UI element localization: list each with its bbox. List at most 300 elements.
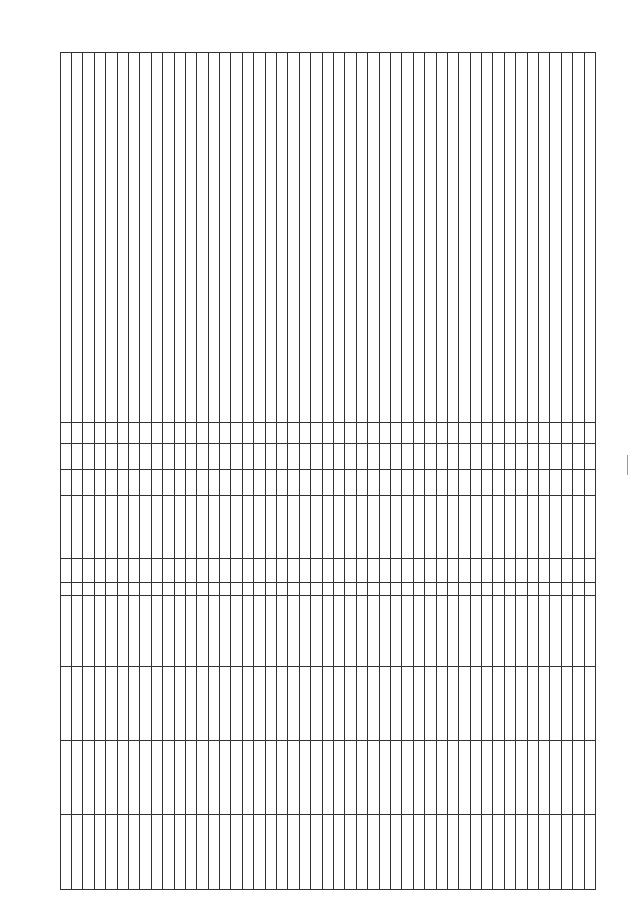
row-expense-type-cell xyxy=(379,558,390,582)
row-value-4-cell xyxy=(379,815,390,890)
row-name-cell xyxy=(299,53,310,423)
table-row xyxy=(185,53,196,890)
table-row xyxy=(413,53,424,890)
row-mark-cell xyxy=(106,582,117,595)
row-subsection-cell xyxy=(288,469,299,495)
row-target-article-cell xyxy=(459,496,470,559)
row-code-cell xyxy=(356,422,367,443)
row-value-4-cell xyxy=(356,815,367,890)
row-value-1-cell xyxy=(447,595,458,666)
row-subsection-cell xyxy=(299,469,310,495)
row-value-3-cell xyxy=(311,740,322,815)
row-expense-type-cell xyxy=(242,558,253,582)
table-row xyxy=(345,53,356,890)
row-value-1-cell xyxy=(345,595,356,666)
row-subsection-cell xyxy=(334,469,345,495)
row-value-1-cell xyxy=(311,595,322,666)
row-value-2-cell xyxy=(220,667,231,740)
row-expense-type-cell xyxy=(231,558,242,582)
row-subsection-cell xyxy=(516,469,527,495)
row-value-4-cell xyxy=(527,815,538,890)
row-value-3-cell xyxy=(174,740,185,815)
row-mark-cell xyxy=(550,582,561,595)
table-row xyxy=(242,53,253,890)
row-name-cell xyxy=(140,53,151,423)
row-code-cell xyxy=(368,422,379,443)
row-subsection-cell xyxy=(413,469,424,495)
row-value-3-cell xyxy=(527,740,538,815)
table-row xyxy=(390,53,401,890)
row-target-article-cell xyxy=(163,496,174,559)
row-value-1-cell xyxy=(493,595,504,666)
row-value-1-cell xyxy=(174,595,185,666)
row-target-article-cell xyxy=(60,496,71,559)
row-value-3-cell xyxy=(413,740,424,815)
row-section-cell xyxy=(242,443,253,469)
row-value-2-cell xyxy=(561,667,572,740)
row-subsection-cell xyxy=(197,469,208,495)
row-section-cell xyxy=(288,443,299,469)
row-target-article-cell xyxy=(356,496,367,559)
table-row xyxy=(402,53,413,890)
row-expense-type-cell xyxy=(299,558,310,582)
row-value-2-cell xyxy=(151,667,162,740)
row-value-4-cell xyxy=(163,815,174,890)
row-value-2-cell xyxy=(322,667,333,740)
row-value-2-cell xyxy=(94,667,105,740)
row-target-article-cell xyxy=(413,496,424,559)
table-row xyxy=(561,53,572,890)
row-mark-cell xyxy=(334,582,345,595)
row-subsection-cell xyxy=(231,469,242,495)
row-name-cell xyxy=(482,53,493,423)
table-row xyxy=(516,53,527,890)
row-subsection-cell xyxy=(504,469,515,495)
rotated-table-wrapper xyxy=(60,52,596,890)
row-expense-type-cell xyxy=(106,558,117,582)
row-value-3-cell xyxy=(117,740,128,815)
row-value-1-cell xyxy=(83,595,94,666)
row-subsection-cell xyxy=(390,469,401,495)
row-target-article-cell xyxy=(106,496,117,559)
row-value-4-cell xyxy=(550,815,561,890)
row-value-2-cell xyxy=(83,667,94,740)
table-row xyxy=(368,53,379,890)
row-name-cell xyxy=(345,53,356,423)
row-section-cell xyxy=(379,443,390,469)
row-section-cell xyxy=(185,443,196,469)
row-value-4-cell xyxy=(413,815,424,890)
row-mark-cell xyxy=(265,582,276,595)
row-subsection-cell xyxy=(140,469,151,495)
row-code-cell xyxy=(482,422,493,443)
row-section-cell xyxy=(390,443,401,469)
row-section-cell xyxy=(482,443,493,469)
row-expense-type-cell xyxy=(94,558,105,582)
row-value-2-cell xyxy=(447,667,458,740)
row-subsection-cell xyxy=(277,469,288,495)
row-value-1-cell xyxy=(459,595,470,666)
row-value-2-cell xyxy=(345,667,356,740)
row-code-cell xyxy=(345,422,356,443)
row-subsection-cell xyxy=(128,469,139,495)
row-section-cell xyxy=(311,443,322,469)
row-target-article-cell xyxy=(208,496,219,559)
row-target-article-cell xyxy=(390,496,401,559)
row-value-3-cell xyxy=(390,740,401,815)
row-value-3-cell xyxy=(277,740,288,815)
row-name-cell xyxy=(459,53,470,423)
row-name-cell xyxy=(220,53,231,423)
row-value-1-cell xyxy=(94,595,105,666)
row-section-cell xyxy=(299,443,310,469)
row-expense-type-cell xyxy=(402,558,413,582)
row-section-cell xyxy=(151,443,162,469)
row-section-cell xyxy=(322,443,333,469)
row-target-article-cell xyxy=(277,496,288,559)
row-section-cell xyxy=(128,443,139,469)
row-expense-type-cell xyxy=(322,558,333,582)
row-target-article-cell xyxy=(242,496,253,559)
row-name-cell xyxy=(231,53,242,423)
row-name-cell xyxy=(561,53,572,423)
row-section-cell xyxy=(117,443,128,469)
row-mark-cell xyxy=(493,582,504,595)
row-subsection-cell xyxy=(527,469,538,495)
row-section-cell xyxy=(584,443,595,469)
row-code-cell xyxy=(561,422,572,443)
row-code-cell xyxy=(60,422,71,443)
row-expense-type-cell xyxy=(573,558,584,582)
row-target-article-cell xyxy=(299,496,310,559)
table-row xyxy=(573,53,584,890)
row-subsection-cell xyxy=(425,469,436,495)
row-value-4-cell xyxy=(288,815,299,890)
row-mark-cell xyxy=(220,582,231,595)
row-mark-cell xyxy=(117,582,128,595)
row-expense-type-cell xyxy=(436,558,447,582)
row-expense-type-cell xyxy=(413,558,424,582)
row-code-cell xyxy=(334,422,345,443)
row-value-4-cell xyxy=(311,815,322,890)
table-row xyxy=(231,53,242,890)
row-subsection-cell xyxy=(573,469,584,495)
row-section-cell xyxy=(459,443,470,469)
row-value-2-cell xyxy=(436,667,447,740)
row-mark-cell xyxy=(174,582,185,595)
table-row xyxy=(254,53,265,890)
row-value-4-cell xyxy=(265,815,276,890)
row-value-4-cell xyxy=(516,815,527,890)
row-mark-cell xyxy=(83,582,94,595)
row-subsection-cell xyxy=(322,469,333,495)
row-target-article-cell xyxy=(288,496,299,559)
row-code-cell xyxy=(584,422,595,443)
row-name-cell xyxy=(117,53,128,423)
row-value-3-cell xyxy=(573,740,584,815)
table-row xyxy=(504,53,515,890)
row-code-cell xyxy=(277,422,288,443)
row-value-4-cell xyxy=(322,815,333,890)
row-value-2-cell xyxy=(504,667,515,740)
row-value-2-cell xyxy=(197,667,208,740)
row-expense-type-cell xyxy=(356,558,367,582)
table-row xyxy=(482,53,493,890)
row-value-4-cell xyxy=(334,815,345,890)
row-value-1-cell xyxy=(573,595,584,666)
row-target-article-cell xyxy=(265,496,276,559)
row-value-3-cell xyxy=(197,740,208,815)
row-mark-cell xyxy=(322,582,333,595)
row-subsection-cell xyxy=(539,469,550,495)
row-target-article-cell xyxy=(504,496,515,559)
row-value-2-cell xyxy=(402,667,413,740)
row-subsection-cell xyxy=(83,469,94,495)
row-code-cell xyxy=(550,422,561,443)
row-subsection-cell xyxy=(345,469,356,495)
row-value-3-cell xyxy=(436,740,447,815)
row-mark-cell xyxy=(459,582,470,595)
row-value-1-cell xyxy=(163,595,174,666)
row-name-cell xyxy=(208,53,219,423)
row-value-1-cell xyxy=(288,595,299,666)
row-subsection-cell xyxy=(163,469,174,495)
row-value-2-cell xyxy=(60,667,71,740)
row-name-cell xyxy=(573,53,584,423)
row-section-cell xyxy=(345,443,356,469)
row-section-cell xyxy=(516,443,527,469)
row-expense-type-cell xyxy=(539,558,550,582)
row-value-3-cell xyxy=(493,740,504,815)
row-name-cell xyxy=(277,53,288,423)
row-section-cell xyxy=(277,443,288,469)
row-section-cell xyxy=(140,443,151,469)
table-row xyxy=(197,53,208,890)
row-name-cell xyxy=(128,53,139,423)
row-name-cell xyxy=(311,53,322,423)
row-section-cell xyxy=(368,443,379,469)
row-name-cell xyxy=(470,53,481,423)
row-section-cell xyxy=(561,443,572,469)
row-value-4-cell xyxy=(573,815,584,890)
row-value-3-cell xyxy=(163,740,174,815)
row-value-2-cell xyxy=(539,667,550,740)
row-mark-cell xyxy=(60,582,71,595)
row-name-cell xyxy=(539,53,550,423)
row-mark-cell xyxy=(345,582,356,595)
row-value-4-cell xyxy=(185,815,196,890)
row-mark-cell xyxy=(94,582,105,595)
row-value-1-cell xyxy=(254,595,265,666)
row-mark-cell xyxy=(539,582,550,595)
row-mark-cell xyxy=(163,582,174,595)
row-value-2-cell xyxy=(72,667,83,740)
row-section-cell xyxy=(550,443,561,469)
row-section-cell xyxy=(197,443,208,469)
row-code-cell xyxy=(220,422,231,443)
table-row xyxy=(299,53,310,890)
row-mark-cell xyxy=(254,582,265,595)
row-expense-type-cell xyxy=(220,558,231,582)
row-name-cell xyxy=(94,53,105,423)
row-value-3-cell xyxy=(60,740,71,815)
row-mark-cell xyxy=(390,582,401,595)
row-value-2-cell xyxy=(334,667,345,740)
row-section-cell xyxy=(60,443,71,469)
row-section-cell xyxy=(174,443,185,469)
row-target-article-cell xyxy=(425,496,436,559)
row-value-4-cell xyxy=(504,815,515,890)
row-value-2-cell xyxy=(254,667,265,740)
row-subsection-cell xyxy=(493,469,504,495)
row-code-cell xyxy=(128,422,139,443)
row-mark-cell xyxy=(197,582,208,595)
row-section-cell xyxy=(413,443,424,469)
row-expense-type-cell xyxy=(60,558,71,582)
row-code-cell xyxy=(516,422,527,443)
row-expense-type-cell xyxy=(185,558,196,582)
row-name-cell xyxy=(527,53,538,423)
table-row xyxy=(470,53,481,890)
table-row xyxy=(459,53,470,890)
row-name-cell xyxy=(254,53,265,423)
row-value-4-cell xyxy=(277,815,288,890)
row-target-article-cell xyxy=(368,496,379,559)
row-value-2-cell xyxy=(425,667,436,740)
row-expense-type-cell xyxy=(311,558,322,582)
table-row xyxy=(106,53,117,890)
row-subsection-cell xyxy=(436,469,447,495)
row-name-cell xyxy=(72,53,83,423)
row-name-cell xyxy=(504,53,515,423)
row-value-4-cell xyxy=(447,815,458,890)
row-name-cell xyxy=(356,53,367,423)
row-value-2-cell xyxy=(185,667,196,740)
row-value-2-cell xyxy=(208,667,219,740)
row-value-4-cell xyxy=(436,815,447,890)
row-value-2-cell xyxy=(390,667,401,740)
row-expense-type-cell xyxy=(163,558,174,582)
row-name-cell xyxy=(379,53,390,423)
row-value-4-cell xyxy=(197,815,208,890)
row-section-cell xyxy=(356,443,367,469)
row-value-1-cell xyxy=(185,595,196,666)
row-code-cell xyxy=(151,422,162,443)
row-target-article-cell xyxy=(516,496,527,559)
row-value-3-cell xyxy=(83,740,94,815)
row-subsection-cell xyxy=(379,469,390,495)
row-section-cell xyxy=(265,443,276,469)
row-value-4-cell xyxy=(493,815,504,890)
row-value-3-cell xyxy=(368,740,379,815)
row-target-article-cell xyxy=(311,496,322,559)
row-subsection-cell xyxy=(208,469,219,495)
table-row xyxy=(140,53,151,890)
row-name-cell xyxy=(242,53,253,423)
row-subsection-cell xyxy=(368,469,379,495)
row-section-cell xyxy=(220,443,231,469)
row-value-3-cell xyxy=(356,740,367,815)
table-row xyxy=(539,53,550,890)
row-value-4-cell xyxy=(254,815,265,890)
table-row xyxy=(379,53,390,890)
row-code-cell xyxy=(299,422,310,443)
row-mark-cell xyxy=(356,582,367,595)
row-value-2-cell xyxy=(527,667,538,740)
row-mark-cell xyxy=(379,582,390,595)
row-code-cell xyxy=(94,422,105,443)
row-expense-type-cell xyxy=(208,558,219,582)
row-value-4-cell xyxy=(390,815,401,890)
row-mark-cell xyxy=(504,582,515,595)
row-value-2-cell xyxy=(288,667,299,740)
row-subsection-cell xyxy=(151,469,162,495)
row-mark-cell xyxy=(447,582,458,595)
row-expense-type-cell xyxy=(334,558,345,582)
row-value-2-cell xyxy=(163,667,174,740)
row-expense-type-cell xyxy=(128,558,139,582)
row-target-article-cell xyxy=(151,496,162,559)
row-expense-type-cell xyxy=(584,558,595,582)
row-expense-type-cell xyxy=(516,558,527,582)
row-section-cell xyxy=(163,443,174,469)
row-subsection-cell xyxy=(470,469,481,495)
row-value-3-cell xyxy=(345,740,356,815)
row-value-4-cell xyxy=(539,815,550,890)
row-subsection-cell xyxy=(242,469,253,495)
row-expense-type-cell xyxy=(83,558,94,582)
row-mark-cell xyxy=(242,582,253,595)
row-value-1-cell xyxy=(516,595,527,666)
row-value-4-cell xyxy=(83,815,94,890)
budget-table xyxy=(60,52,596,890)
table-row xyxy=(447,53,458,890)
row-section-cell xyxy=(436,443,447,469)
row-target-article-cell xyxy=(493,496,504,559)
row-code-cell xyxy=(231,422,242,443)
row-target-article-cell xyxy=(128,496,139,559)
row-section-cell xyxy=(334,443,345,469)
row-section-cell xyxy=(83,443,94,469)
row-value-2-cell xyxy=(242,667,253,740)
row-expense-type-cell xyxy=(151,558,162,582)
row-expense-type-cell xyxy=(561,558,572,582)
row-value-3-cell xyxy=(459,740,470,815)
row-value-1-cell xyxy=(334,595,345,666)
row-value-4-cell xyxy=(174,815,185,890)
row-subsection-cell xyxy=(117,469,128,495)
row-value-4-cell xyxy=(299,815,310,890)
row-mark-cell xyxy=(185,582,196,595)
row-expense-type-cell xyxy=(368,558,379,582)
table-row xyxy=(436,53,447,890)
row-subsection-cell xyxy=(550,469,561,495)
row-value-1-cell xyxy=(527,595,538,666)
row-code-cell xyxy=(208,422,219,443)
row-code-cell xyxy=(322,422,333,443)
row-target-article-cell xyxy=(231,496,242,559)
row-expense-type-cell xyxy=(345,558,356,582)
table-row xyxy=(208,53,219,890)
row-target-article-cell xyxy=(334,496,345,559)
row-expense-type-cell xyxy=(459,558,470,582)
row-section-cell xyxy=(447,443,458,469)
row-name-cell xyxy=(322,53,333,423)
row-value-1-cell xyxy=(504,595,515,666)
row-target-article-cell xyxy=(197,496,208,559)
table-row xyxy=(425,53,436,890)
row-code-cell xyxy=(447,422,458,443)
